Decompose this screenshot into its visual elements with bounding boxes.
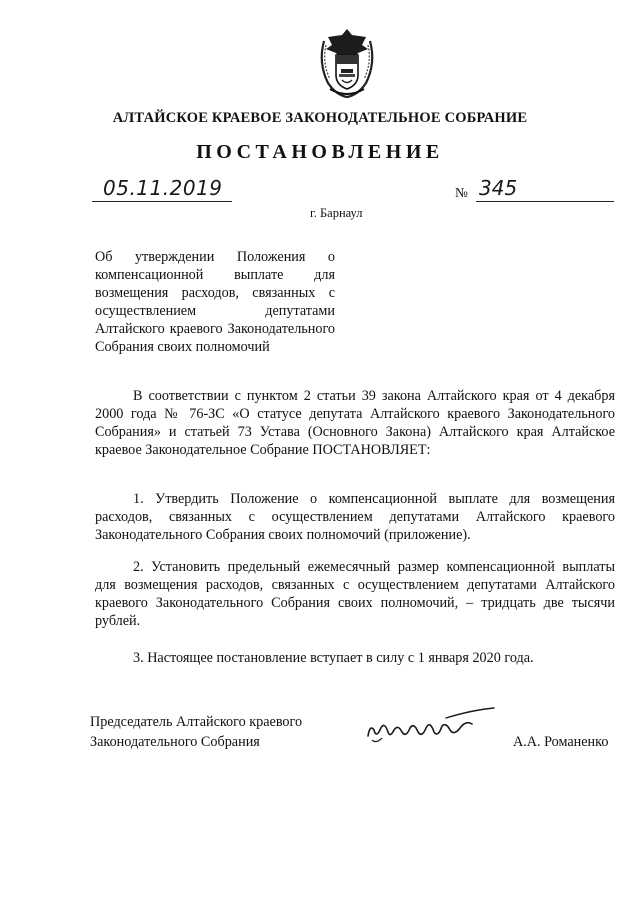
coat-of-arms-icon	[314, 23, 380, 101]
clause-2-paragraph: 2. Установить предельный ежемесячный размер компенсационной выплаты для возмещения расходов, связанных с осуществлением депутатами Алтайского краевого Законодательного Собрания своих полномочий, – тридцать две тысячи рублей.	[95, 559, 615, 629]
number-sign: №	[455, 185, 468, 200]
handwritten-signature-icon	[362, 700, 502, 750]
document-subject: Об утверждении Положения о компенсационной выплате для возмещения расходов, связанных с осуществлением депутатами Алтайского краевого Законодательного Собрания своих полномочий	[95, 249, 335, 355]
signatory-name: А.А. Романенко	[513, 734, 609, 750]
organization-name: АЛТАЙСКОЕ КРАЕВОЕ ЗАКОНОДАТЕЛЬНОЕ СОБРАНИЕ	[112, 110, 528, 126]
city-label: г. Барнаул	[310, 206, 363, 220]
signatory-title-line-2: Законодательного Собрания	[90, 734, 260, 750]
clause-1-paragraph: 1. Утвердить Положение о компенсационной выплате для возмещения расходов, связанных с осуществлением депутатами Алтайского краевого Законодательного Собрания своих полномочий (приложение).	[95, 491, 615, 543]
clause-3-paragraph: 3. Настоящее постановление вступает в силу с 1 января 2020 года.	[133, 650, 534, 666]
signatory-title	[90, 712, 330, 752]
document-number: 345	[479, 176, 518, 200]
number-underline	[476, 201, 614, 202]
preamble-paragraph: В соответствии с пунктом 2 статьи 39 закона Алтайского края от 4 декабря 2000 года № 76-ЗС «О статусе депутата Алтайского краевого Законодательного Собрания» и статьей 73 Устава (Основного Закона) Алтайского края Алтайское краевое Законодательное Собрание ПОСТАНОВЛЯЕТ:	[95, 388, 615, 458]
date-underline	[92, 201, 232, 202]
signatory-title-line-1: Председатель Алтайского краевого	[90, 714, 303, 730]
document-type-title: ПОСТАНОВЛЕНИЕ	[196, 141, 444, 163]
document-date: 05.11.2019	[103, 176, 223, 200]
